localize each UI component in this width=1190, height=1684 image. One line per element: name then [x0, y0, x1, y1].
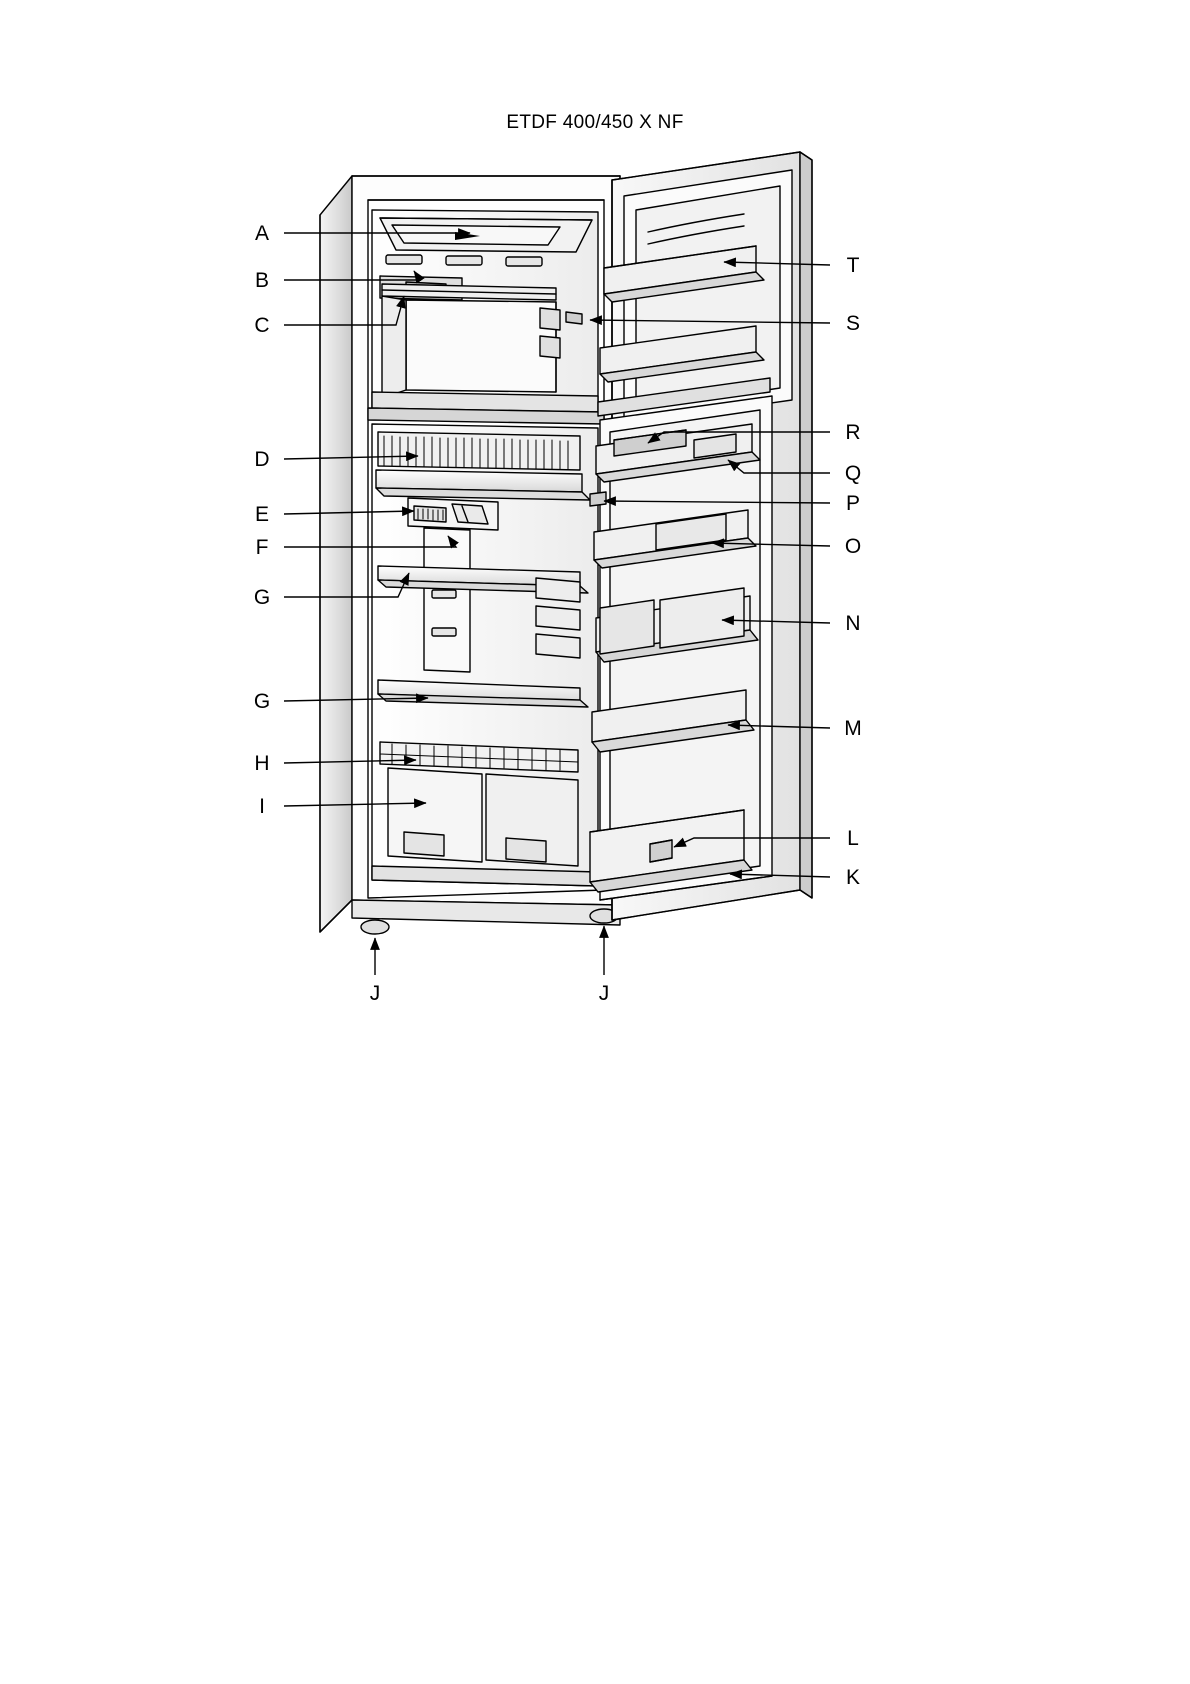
callout-label-n: N [845, 612, 861, 635]
callout-label-d: D [254, 448, 270, 471]
callout-label-h: H [254, 752, 270, 775]
callout-label-j-right: J [598, 982, 610, 1005]
callout-label-k: K [845, 866, 860, 889]
callout-label-g-lower: G [253, 690, 271, 713]
callout-label-o: O [844, 535, 862, 558]
callout-label-e: E [254, 503, 269, 526]
callout-label-i: I [259, 795, 265, 818]
callout-label-t: T [846, 254, 860, 277]
callout-label-p: P [845, 492, 860, 515]
callout-label-c: C [254, 314, 270, 337]
callout-label-r: R [845, 421, 861, 444]
callout-label-j-left: J [369, 982, 381, 1005]
callout-label-l: L [847, 827, 859, 850]
callout-label-f: F [255, 536, 269, 559]
callout-label-m: M [844, 717, 862, 740]
callout-label-a: A [254, 222, 269, 245]
callout-label-q: Q [844, 462, 862, 485]
callout-label-b: B [254, 269, 269, 292]
callout-label-s: S [845, 312, 860, 335]
callout-label-g-upper: G [253, 586, 271, 609]
page-title: ETDF 400/450 X NF [506, 112, 684, 133]
